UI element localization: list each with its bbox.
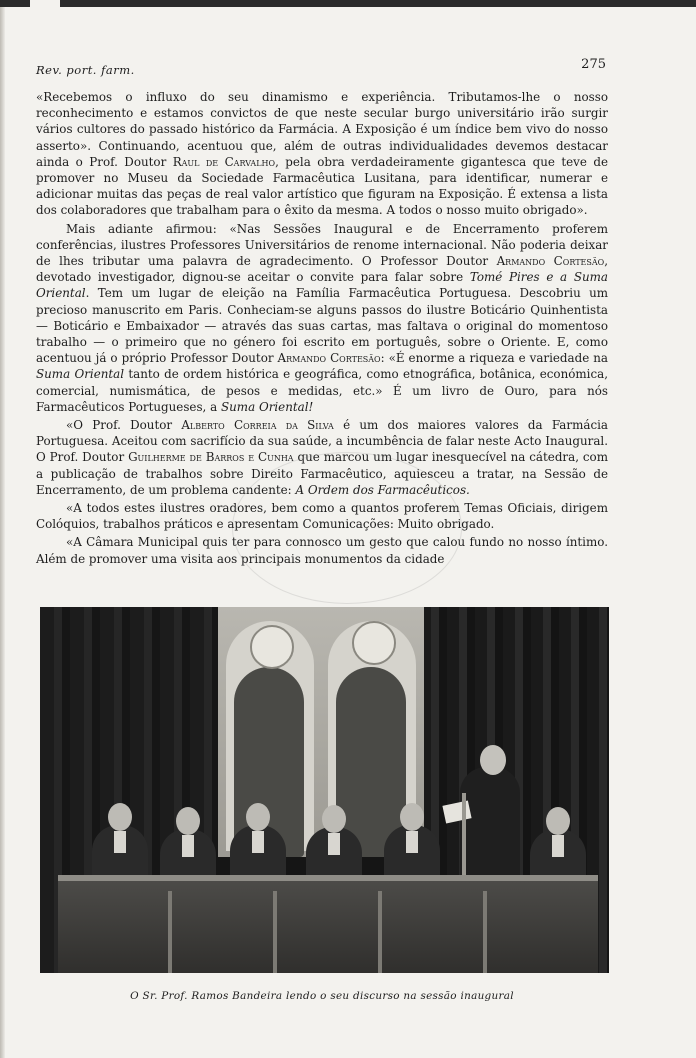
body-text <box>36 89 608 567</box>
photograph <box>40 607 609 973</box>
text-run: . Tem um lugar de eleição na Família Farmacêutica Portuguesa. Descobriu um precioso manuscrito em Paris. Conheciam-se alguns passos do ilustre Boticário Quinhentista — Boticário e Embaixador — através das suas cartas, mas faltava o original do momentoso trabalho — o primeiro que no género foi escrito em português, sobre o Oriente. E, como acentuou já o próprio Professor Doutor <box>36 286 608 366</box>
text-run: que marcou um lugar inesquecível na cátedra, com a publicação de trabalhos sobre Direito Farmacêutico, aquiesceu a tratar, na Sessão de Encerramento, de um problema candente: <box>36 450 608 497</box>
person-name: Armando Cortesão <box>277 351 381 366</box>
paragraph-1 <box>36 89 608 219</box>
page-number: 275 <box>581 57 606 72</box>
text-run: «Recebemos o influxo do seu dinamismo e experiência. Tributamos-lhe o nosso reconhecimento e estamos convictos de que neste secular burgo universitário irão surgir vários cultores do passado histórico da Farmácia. A Exposição é um índice bem vivo do nosso asserto». Continuando, acentuou que, além de outras individualidades devemos destacar ainda o Prof. Doutor <box>36 90 608 169</box>
text-run: tanto de ordem histórica e geográfica, como etnográfica, botânica, económica, comercial, numismática, de pesos e medidas, etc.» É um livro de Ouro, para nós Farmacêuticos Portugueses, a <box>36 367 608 414</box>
head <box>108 803 132 831</box>
table-divider <box>273 891 277 973</box>
work-title: Suma Oriental! <box>221 399 314 414</box>
text-run: «O Prof. Doutor <box>66 418 182 433</box>
shirt <box>328 833 340 855</box>
shirt <box>182 835 194 857</box>
person-name: Armando Cortesão <box>496 254 605 269</box>
work-title: A Ordem dos Farmacêuticos. <box>295 482 470 497</box>
standing-speaker <box>460 767 520 879</box>
text-run: , devotado investigador, dignou-se aceitar o convite para falar sobre <box>36 254 608 285</box>
shirt <box>552 835 564 857</box>
photo-caption: O Sr. Prof. Ramos Bandeira lendo o seu discurso na sessão inaugural <box>130 990 514 1002</box>
table-divider <box>378 891 382 973</box>
head <box>546 807 570 835</box>
person-name: Guilherme de Barros e Cunha <box>128 450 294 465</box>
text-run: : «É enorme a riqueza e variedade na <box>380 351 609 366</box>
work-title: Suma Oriental <box>36 367 125 382</box>
halo <box>352 621 396 665</box>
page-binding-edge <box>0 7 5 1058</box>
text-run: , pela obra verdadeiramente gigantesca que teve de promover no Museu da Sociedade Farmacêutica Lusitana, para identificar, numerar e adicionar muitas das peças de real valor artístico que figuram na Exposição. É extensa a lista dos colaboradores que trabalham para o êxito da mesma. A todos o nosso muito obrigado». <box>36 154 609 218</box>
head <box>246 803 270 831</box>
page-notch <box>30 0 60 7</box>
table-divider <box>168 891 172 973</box>
text-run: é um dos maiores valores da Farmácia Portuguesa. Aceitou com sacrifício da sua saúde, a incumbência de falar neste Acto Inaugural. O Prof. Doutor <box>36 418 608 465</box>
work-title: Tomé Pires e a Suma Oriental <box>36 270 608 301</box>
text-run: Mais adiante afirmou: «Nas Sessões Inaugural e de Encerramento proferem conferências, ilustres Professores Universitários de renome internacional. Não poderia deixar de lhes tributar uma palavra de agradecimento. O Professor Doutor <box>36 221 608 269</box>
head <box>480 745 506 775</box>
person-name: Alberto Correia da Silva <box>181 418 334 433</box>
microphone-stand <box>462 793 466 879</box>
running-head <box>36 57 606 81</box>
paragraph-2 <box>36 221 608 415</box>
shirt <box>114 831 126 853</box>
halo <box>250 625 294 669</box>
person-name: Raul de Carvalho <box>172 154 276 169</box>
page-top-edge <box>0 0 696 7</box>
speech-paper <box>442 800 471 823</box>
paragraph-3 <box>36 417 608 498</box>
paragraph-5: «A Câmara Municipal quis ter para connosco um gesto que calou fundo no nosso íntimo. Além de promover uma visita aos principais monumentos da cidade <box>36 535 608 566</box>
shirt <box>252 831 264 853</box>
head <box>400 803 424 831</box>
head <box>176 807 200 835</box>
table-divider <box>483 891 487 973</box>
journal-title: Rev. port. farm. <box>36 63 135 77</box>
paragraph-4: «A todos estes ilustres oradores, bem como a quantos proferem Temas Oficiais, dirigem Colóquios, trabalhos práticos e apresentam Comunicações: Muito obrigado. <box>36 501 608 532</box>
shirt <box>406 831 418 853</box>
head-table <box>58 875 598 973</box>
head <box>322 805 346 833</box>
